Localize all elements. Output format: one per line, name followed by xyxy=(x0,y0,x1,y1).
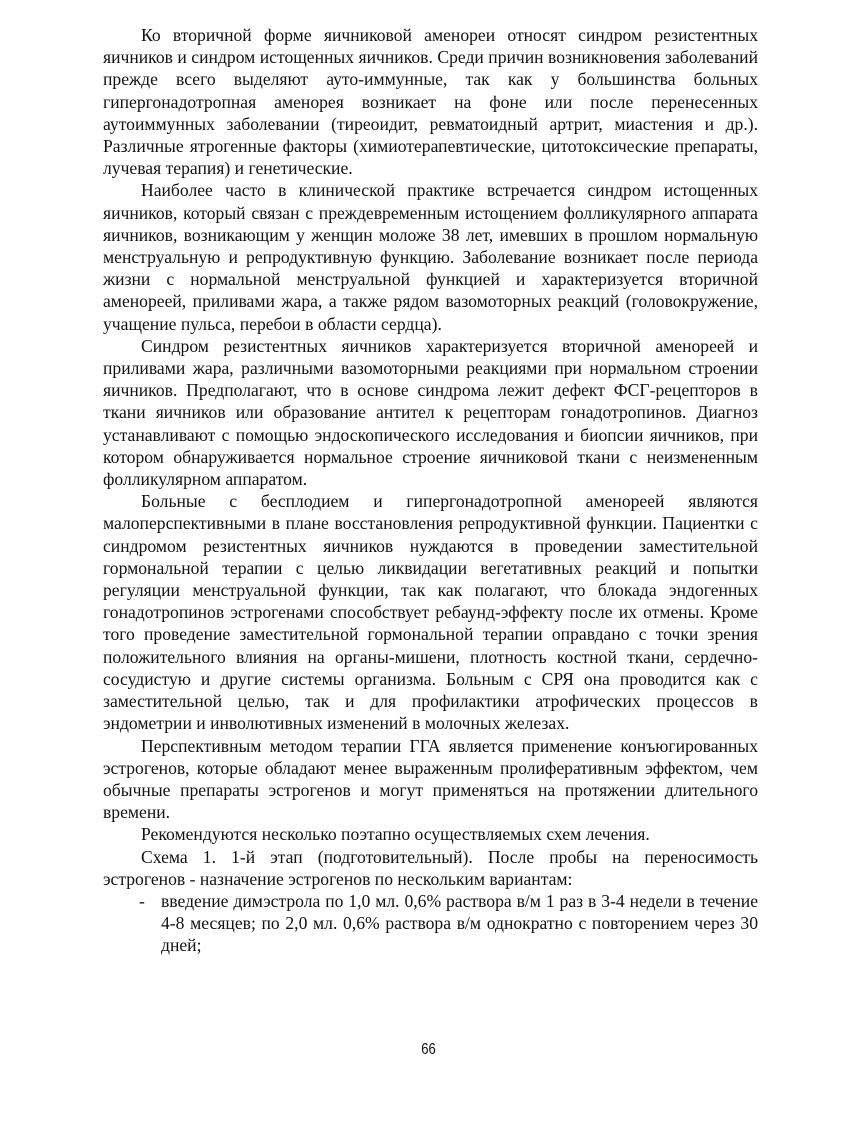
list-dash: - xyxy=(139,890,145,911)
paragraph-ovarian-amenorrhea-forms: Ко вторичной форме яичниковой аменореи относят синдром резистентных яичников и синдром истощенных яичников. Среди причин возникновения заболеваний прежде всего выделяют ауто-иммунные, так как у большинства больных гипергонадотропная аменорея возникает на фоне или после перенесенных аутоиммунных заболевании (тиреоидит, ревматоидный артрит, миастения и др.). Различные ятрогенные факторы (химиотерапевтические, цитотоксические препараты, лучевая терапия) и генетические. xyxy=(103,25,758,179)
paragraph-treatment-schemes: Рекомендуются несколько поэтапно осуществляемых схем лечения. xyxy=(141,824,650,845)
paragraph-conjugated-estrogens: Перспективным методом терапии ГГА является применение конъюгированных эстрогенов, которые обладают менее выраженным пролиферативным эффектом, чем обычные препараты эстрогенов и могут применяться на протяжении длительного времени. xyxy=(103,735,758,823)
estrogen-variants-list xyxy=(103,890,758,957)
paragraph-scheme-1-stage-1: Схема 1. 1-й этап (подготовительный). После пробы на переносимость эстрогенов - назначение эстрогенов по нескольким вариантам: xyxy=(103,846,758,889)
paragraph-exhausted-ovaries-syndrome: Наиболее часто в клинической практике встречается синдром истощенных яичников, который связан с преждевременным истощением фолликулярного аппарата яичников, возникающим у женщин моложе 38 лет, имевших в прошлом нормальную менструальную и репродуктивную функцию. Заболевание возникает после периода жизни с нормальной менструальной функцией и характеризуется вторичной аменореей, приливами жара, а также рядом вазомоторных реакций (головокружение, учащение пульса, перебои в области сердца). xyxy=(103,180,758,334)
document-page xyxy=(103,24,758,957)
list-item xyxy=(103,890,758,957)
list-item-text: введение димэстрола по 1,0 мл. 0,6% раствора в/м 1 раз в 3-4 недели в течение 4-8 месяцев; по 2,0 мл. 0,6% раствора в/м однократно с повторением через 30 дней; xyxy=(161,890,758,956)
paragraph-resistant-ovaries-syndrome: Синдром резистентных яичников характеризуется вторичной аменореей и приливами жара, различными вазомоторными реакциями при нормальном строении яичников. Предполагают, что в основе синдрома лежит дефект ФСГ-рецепторов в ткани яичников или образование антител к рецепторам гонадотропинов. Диагноз устанавливают с помощью эндоскопического исследования и биопсии яичников, при котором обнаруживается нормальное строение яичниковой ткани с неизмененным фолликулярном аппаратом. xyxy=(103,335,758,490)
page-number: 66 xyxy=(421,1041,436,1058)
paragraph-hormone-therapy: Больные с бесплодием и гипергонадотропной аменореей являются малоперспективными в плане восстановления репродуктивной функции. Пациентки с синдромом резистентных яичников нуждаются в проведении заместительной гормональной терапии с целью ликвидации вегетативных реакций и попытки регуляции менструальной функции, так как полагают, что блокада эндогенных гонадотропинов эстрогенами способствует ребаунд-эффекту после их отмены. Кроме того проведение заместительной гормональной терапии оправдано с точки зрения положительного влияния на органы-мишени, плотность костной ткани, сердечно-сосудистую и другие системы организма. Больным с СРЯ она проводится как с заместительной целью, так и для профилактики атрофических процессов в эндометрии и инволютивных изменений в молочных железах. xyxy=(103,491,758,734)
